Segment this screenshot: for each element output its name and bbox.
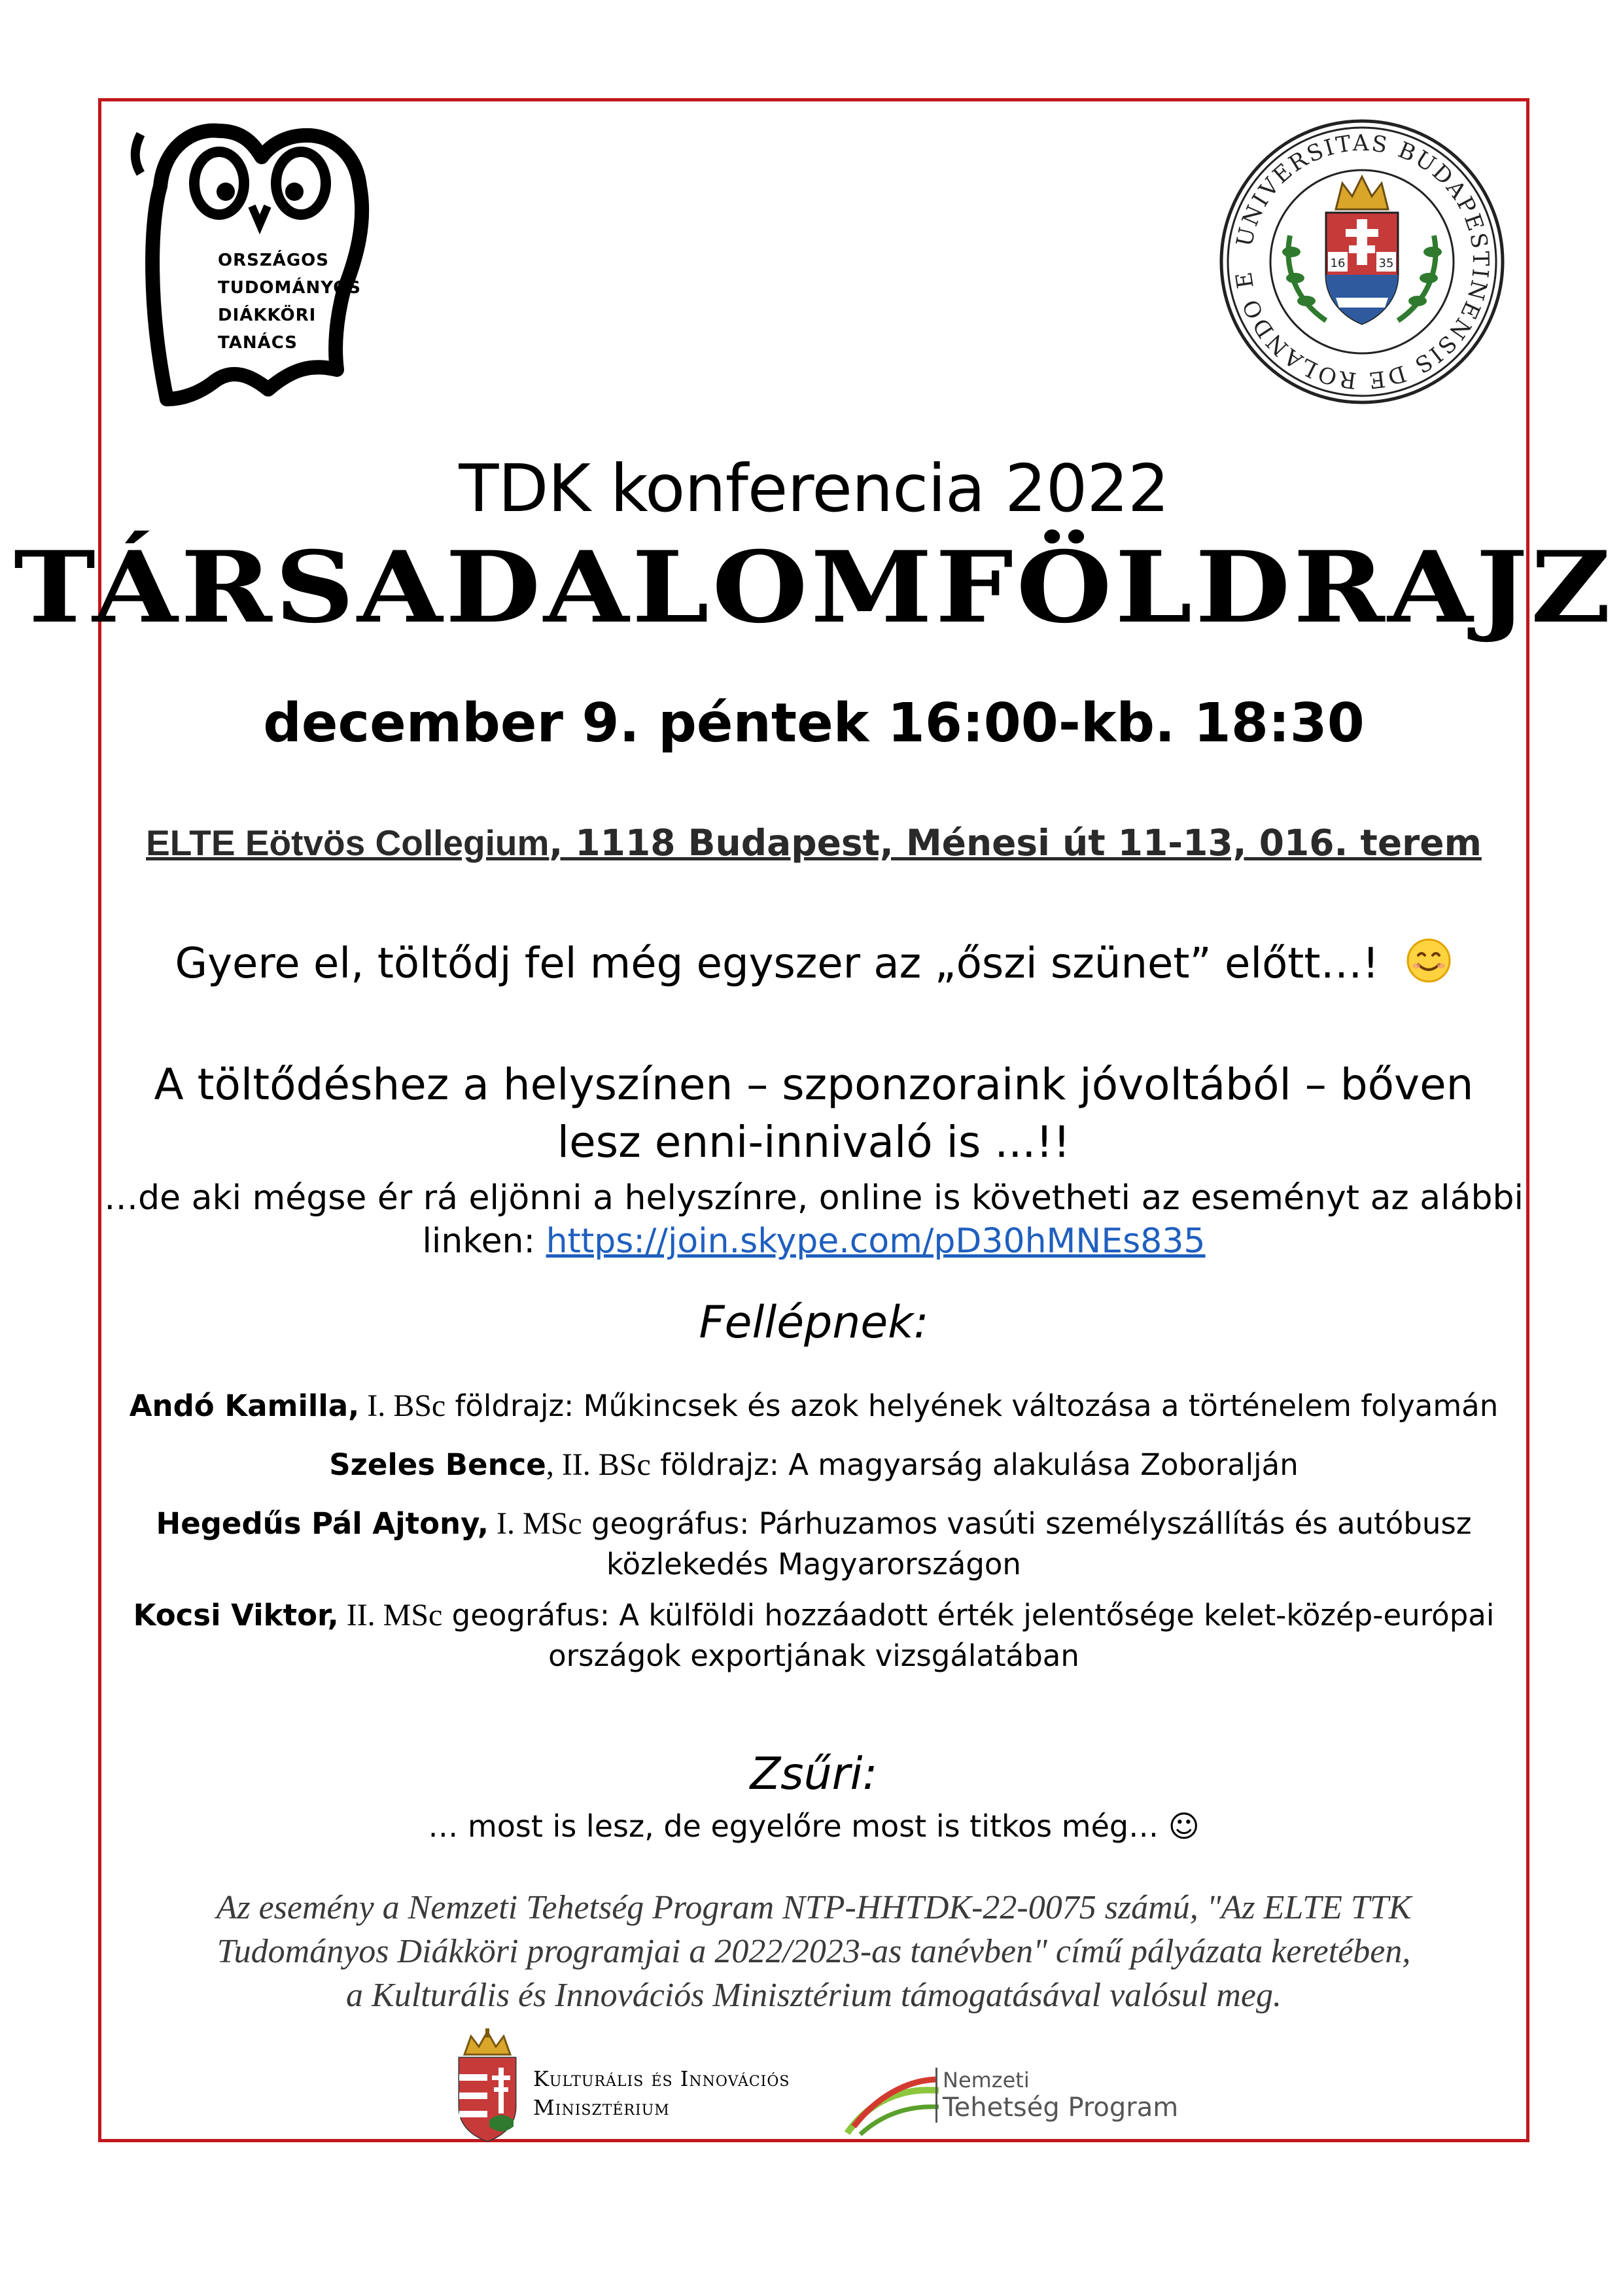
elte-seal-icon [1212,111,1512,412]
performer-detail-cont: országok exportjának vizsgálatában [548,1638,1079,1673]
performer-level: I. BSc [359,1388,446,1423]
performer-name: Hegedűs Pál Ajtony, [156,1506,489,1541]
otdk-logo [121,108,402,409]
food-line-2: lesz enni-innivaló is ...!! [557,1117,1071,1167]
conference-subtitle: TDK konferencia 2022 [459,450,1169,527]
support-line-3: a Kulturális és Innovációs Minisztérium támogatásával valósul meg. [346,1977,1282,2014]
ntp-line-1: Nemzeti [943,2068,1030,2093]
ntp-line-2: Tehetség Program [943,2093,1179,2123]
seal-year-left: 16 [1330,256,1346,270]
venue-name: ELTE Eötvös Collegium [146,822,550,863]
online-prefix: linken: [422,1222,546,1261]
performer-name: Kocsi Viktor, [133,1598,339,1633]
performer-item [98,1595,1529,1676]
invite-text: Gyere el, töltődj fel még egyszer az „őszi szünet” előtt…! [175,940,1380,988]
elte-seal [1212,111,1512,412]
ntp-swoosh-icon [844,2061,942,2140]
performer-level: I. MSc [489,1506,582,1541]
otdk-line: TUDOMÁNYOS [218,278,362,298]
performer-item [98,1504,1529,1585]
kim-logo [451,2028,844,2143]
food-line-1: A töltődéshez a helyszínen – szponzoraink jóvoltából – bőven [154,1059,1474,1110]
support-line-2: Tudományos Diákköri programjai a 2022/2023-as tanévben" című pályázata keretében, [217,1933,1411,1970]
skype-link[interactable]: https://join.skype.com/pD30hMNEs835 [546,1222,1206,1261]
performer-detail: geográfus: A külföldi hozzáadott érték jelentősége kelet-közép-európai [442,1598,1495,1633]
performer-name: Szeles Bence [329,1447,546,1482]
performer-detail: földrajz: Műkincsek és azok helyének változása a történelem folyamán [445,1388,1499,1423]
performer-detail: földrajz: A magyarság alakulása Zoboralján [650,1447,1299,1482]
seal-text: UNIVERSITAS BUDAPESTINENSIS DE ROLANDO E [1230,130,1494,394]
seal-year-right: 35 [1378,256,1394,270]
venue-address: , 1118 Budapest, Ménesi út 11-13, 016. terem [549,822,1482,864]
performer-item [98,1386,1529,1426]
event-venue [98,822,1529,864]
smiley-icon [1405,937,1452,984]
performer-name: Andó Kamilla, [129,1388,360,1423]
performer-item [98,1445,1529,1485]
otdk-line: ORSZÁGOS [218,251,329,270]
event-date: december 9. péntek 16:00-kb. 18:30 [263,692,1365,754]
performer-level: , II. BSc [546,1447,651,1482]
performer-detail-cont: közlekedés Magyarországon [606,1547,1021,1581]
kim-line-1: Kulturális és Innovációs [533,2066,790,2091]
jury-note: … most is lesz, de egyelőre most is titkos még… ☺ [428,1809,1200,1844]
otdk-line: TANÁCS [218,333,298,353]
support-statement [98,1886,1529,2017]
ntp-logo [844,2061,1184,2140]
conference-title: TÁRSADALOMFÖLDRAJZ [13,530,1614,645]
invite-line [98,937,1529,988]
otdk-line: DIÁKKÖRI [218,306,317,325]
online-info [98,1176,1529,1263]
support-line-1: Az esemény a Nemzeti Tehetség Program NTP-HHTDK-22-0075 számú, "Az ELTE TTK [216,1889,1412,1926]
hungarian-coat-of-arms-icon [451,2028,523,2143]
performers-title: Fellépnek: [699,1297,929,1349]
performer-level: II. MSc [338,1598,443,1633]
online-line-1: …de aki mégse ér rá eljönni a helyszínre, online is követheti az eseményt az alábbi [104,1178,1524,1218]
jury-title: Zsűri: [750,1748,878,1800]
kim-line-2: Minisztérium [533,2095,670,2120]
performer-detail: geográfus: Párhuzamos vasúti személyszállítás és autóbusz [582,1506,1472,1541]
online-line-2 [98,1220,1529,1263]
food-text [98,1056,1529,1171]
